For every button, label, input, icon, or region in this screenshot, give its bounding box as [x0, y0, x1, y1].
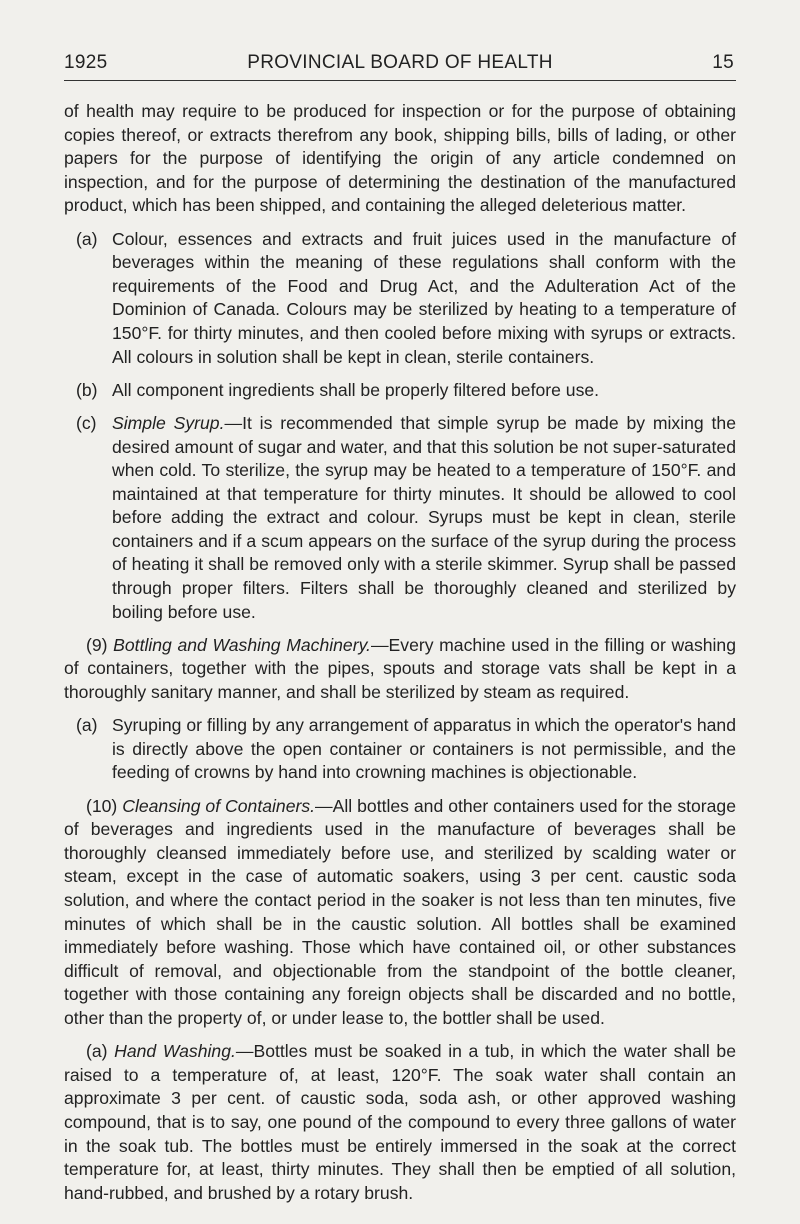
clause-label: (a): [76, 228, 98, 249]
section-text: —All bottles and other containers used for the storage of beverages and ingredients used in the manufacture of beverages shall be thoroughly cleansed immediately before use, and sterilized by scalding water or steam, except in the case of automatic soakers, using 3 per cent. caustic soda solution, and where the contact period in the soaker is not less than ten minutes, five minutes of which shall be in the caustic solution. All bottles shall be examined immediately before washing. Those which have contained oil, or other substances difficult of removal, and objectionable from the standpoint of the bottle cleaner, together with those containing any foreign objects shall be discarded and no bottle, other than the property of, or under lease to, the bottler shall be used.: [64, 795, 737, 1028]
section-label: (9): [86, 634, 108, 655]
clause-text: All component ingredients shall be properly filtered before use.: [112, 379, 600, 400]
page-number: 15: [712, 52, 734, 73]
section-text: —Every machine used in the filling or washing of containers, together with the pipes, spouts and storage vats shall be kept in a thoroughly sanitary manner, and shall be sterilized by steam as required.: [64, 634, 737, 703]
clause-label: (c): [76, 412, 97, 433]
header-title: PROVINCIAL BOARD OF HEALTH: [247, 52, 553, 73]
clause-a-colours: [64, 228, 736, 370]
paragraph-intro: of health may require to be produced for inspection or for the purpose of obtaining copies thereof, or extracts therefrom any book, shipping bills, bills of lading, or other papers for the purpose of identifying the origin of any article condemned on inspection, and for the purpose of determining the destination of the manufactured product, which has been shipped, and containing the alleged deleterious matter.: [64, 101, 736, 216]
clause-label: (b): [76, 379, 98, 400]
running-head: [64, 50, 736, 81]
section-heading: Bottling and Washing Machinery.: [113, 634, 371, 655]
header-year: 1925: [64, 52, 108, 73]
clause-a-hand-washing: [64, 1040, 736, 1205]
section-heading: Cleansing of Containers.: [122, 795, 316, 816]
section-label: (10): [86, 795, 118, 816]
clause-c-simple-syrup: [64, 412, 736, 624]
clause-b-ingredients: [64, 379, 736, 403]
clause-label: (a): [86, 1041, 108, 1062]
clause-heading: Simple Syrup.: [112, 412, 225, 433]
body-text: [64, 100, 736, 1215]
clause-text: —Bottles must be soaked in a tub, in which the water shall be raised to a temperature of, at least, 120°F. The soak water shall contain an approximate 3 per cent. of caustic soda, soda ash, or other approved washing compound, that is to say, one pound of the compound to every three gallons of water in the soak tub. The bottles must be entirely immersed in the soak at the correct temperature for, at least, thirty minutes. They shall then be emptied of all solution, hand-rubbed, and brushed by a rotary brush.: [64, 1041, 736, 1203]
clause-heading: Hand Washing.: [114, 1041, 236, 1062]
clause-a-syruping: [64, 714, 736, 785]
clause-text: —It is recommended that simple syrup be made by mixing the desired amount of sugar and water, and that this solution be not super-saturated when cold. To sterilize, the syrup may be heated to a temperature of 150°F. and maintained at that temperature for thirty minutes. It should be allowed to cool before adding the extract and colour. Syrups must be kept in clean, sterile containers and if a scum appears on the surface of the syrup during the process of heating it shall be removed only with a sterile skimmer. Syrup shall be passed through proper filters. Filters shall be thoroughly cleaned and sterilized by boiling before use.: [112, 412, 736, 622]
clause-text: Syruping or filling by any arrangement of apparatus in which the operator's hand is directly above the open container or containers is not permissible, and the feeding of crowns by hand into crowning machines is objectionable.: [112, 715, 736, 783]
clause-label: (a): [76, 715, 98, 736]
section-10-cleansing: [64, 795, 736, 1031]
section-9-bottling: [64, 634, 736, 705]
clause-text: Colour, essences and extracts and fruit juices used in the manufacture of beverages within the meaning of these regulations shall conform with the requirements of the Food and Drug Act, and the Adulteration Act of the Dominion of Canada. Colours may be sterilized by heating to a temperature of 150°F. for thirty minutes, and then cooled before mixing with syrups or extracts. All colours in solution shall be kept in clean, sterile containers.: [112, 228, 736, 367]
